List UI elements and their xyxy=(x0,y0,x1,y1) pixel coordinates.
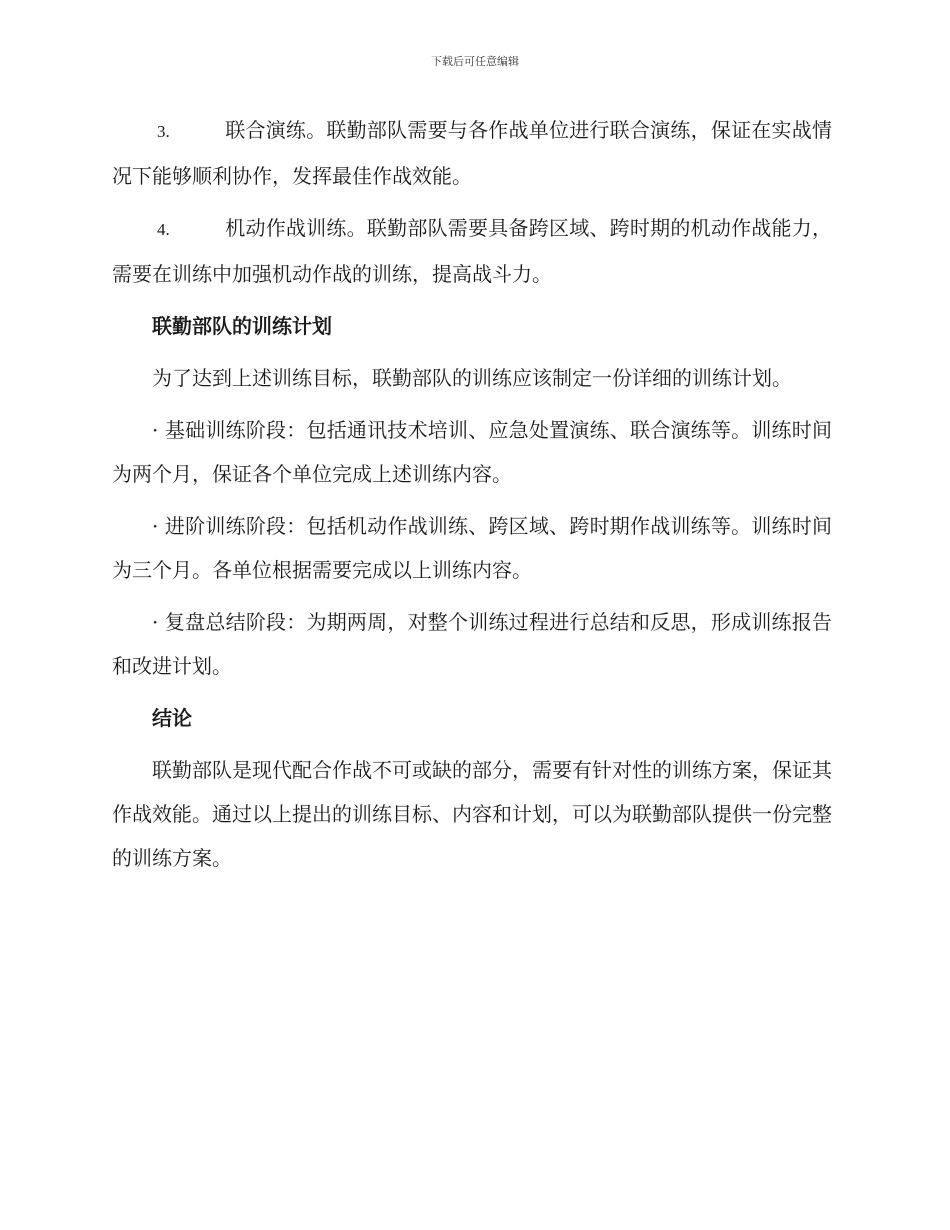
document-body xyxy=(112,108,832,888)
page-header: 下载后可任意编辑 xyxy=(431,55,519,68)
item-text: 联合演练。联勤部队需要与各作战单位进行联合演练，保证在实战情况下能够顺利协作，发挥最佳作战效能。 xyxy=(112,118,832,188)
numbered-item-4 xyxy=(112,206,832,296)
section-heading-training-plan: 联勤部队的训练计划 xyxy=(152,314,332,338)
item-number: 3. xyxy=(157,122,170,141)
bullet-basic-training: · 基础训练阶段：包括通讯技术培训、应急处置演练、联合演练等。训练时间为两个月，保证各个单位完成上述训练内容。 xyxy=(112,418,832,486)
numbered-item-3 xyxy=(112,108,832,198)
bullet-review-summary: · 复盘总结阶段：为期两周，对整个训练过程进行总结和反思，形成训练报告和改进计划。 xyxy=(112,610,832,678)
item-number: 4. xyxy=(157,220,170,239)
item-text: 机动作战训练。联勤部队需要具备跨区域、跨时期的机动作战能力，需要在训练中加强机动作战的训练，提高战斗力。 xyxy=(112,216,832,286)
bullet-advanced-training: · 进阶训练阶段：包括机动作战训练、跨区域、跨时期作战训练等。训练时间为三个月。各单位根据需要完成以上训练内容。 xyxy=(112,514,832,582)
training-plan-intro: 为了达到上述训练目标，联勤部队的训练应该制定一份详细的训练计划。 xyxy=(152,366,792,390)
conclusion-paragraph: 联勤部队是现代配合作战不可或缺的部分，需要有针对性的训练方案，保证其作战效能。通过以上提出的训练目标、内容和计划，可以为联勤部队提供一份完整的训练方案。 xyxy=(112,758,832,870)
section-heading-conclusion: 结论 xyxy=(152,706,192,730)
